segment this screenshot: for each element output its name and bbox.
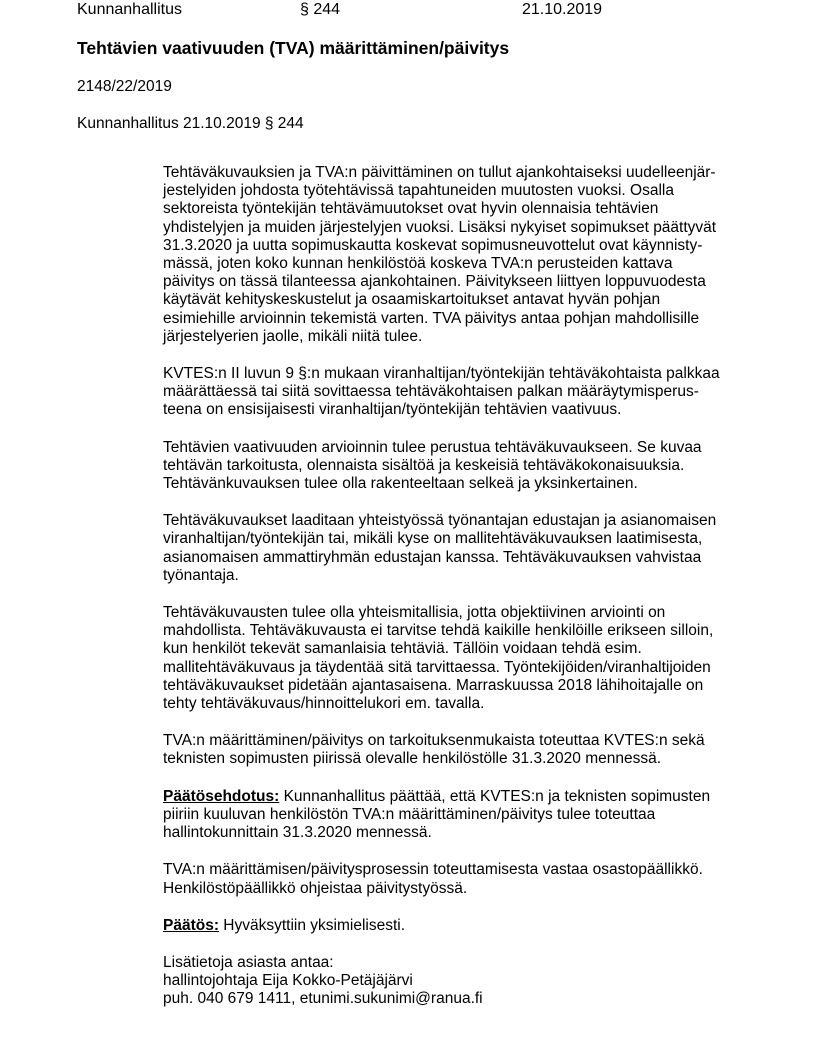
decision-text: Hyväksyttiin yksimielisesti.	[219, 916, 406, 934]
paragraph-line: käytävät kehityskeskustelut ja osaamiskartoitukset antavat hyvän pohjan	[163, 291, 661, 309]
paragraph-line: TVA:n määrittäminen/päivitys on tarkoituksenmukaista toteuttaa KVTES:n sekä	[163, 732, 705, 750]
paragraph-line: järjestelyerien jaolle, mikäli niitä tulee.	[163, 327, 423, 345]
proposal-line: piiriin kuuluvan henkilöstön TVA:n määrittäminen/päivitys tulee toteuttaa	[163, 805, 656, 823]
responsibility-paragraph	[163, 861, 748, 897]
paragraph-line: yhdistelyjen ja muiden järjestelyjen vuoksi. Lisäksi nykyiset sopimukset päättyvät	[163, 218, 717, 236]
contact-line: hallintojohtaja Eija Kokko-Petäjäjärvi	[163, 972, 413, 990]
decision-label: Päätös:	[163, 916, 219, 934]
contact-line: puh. 040 679 1411, etunimi.sukunimi@ranua.fi	[163, 990, 483, 1008]
header-section: § 244	[300, 1, 341, 18]
paragraph-line: sektoreista työntekijän tehtävämuutokset ovat hyvin olennaisia tehtävien	[163, 200, 659, 218]
document-title: Tehtävien vaativuuden (TVA) määrittäminen/päivitys	[77, 38, 510, 58]
body-paragraph	[163, 164, 748, 346]
paragraph-line: mallitehtäväkuvaus ja täydentää sitä tarvittaessa. Työntekijöiden/viranhaltijoiden	[163, 658, 711, 676]
paragraph-line: teknisten sopimusten piirissä olevalle henkilöstölle 31.3.2020 mennessä.	[163, 750, 662, 768]
paragraph-line: mässä, joten koko kunnan henkilöstöä koskeva TVA:n perusteiden kattava	[163, 255, 673, 273]
paragraph-line: asianomaisen ammattiryhmän edustajan kanssa. Tehtäväkuvauksen vahvistaa	[163, 548, 702, 566]
paragraph-line: Tehtäväkuvaukset laaditaan yhteistyössä työnantajan edustajan ja asianomaisen	[163, 512, 717, 530]
body-paragraph	[163, 732, 748, 768]
responsibility-line: Henkilöstöpäällikkö ohjeistaa päivitystyössä.	[163, 879, 468, 897]
paragraph-line: Tehtävänkuvauksen tulee olla rakenteeltaan selkeä ja yksinkertainen.	[163, 475, 638, 493]
header-body: Kunnanhallitus	[77, 1, 182, 18]
paragraph-line: Tehtävien vaativuuden arvioinnin tulee perustua tehtäväkuvaukseen. Se kuvaa	[163, 438, 702, 456]
responsibility-line: TVA:n määrittämisen/päivitysprosessin toteuttamisesta vastaa osastopäällikkö.	[163, 861, 703, 879]
body-paragraph	[163, 439, 748, 494]
paragraph-line: viranhaltijan/työntekijän tai, mikäli kyse on mallitehtäväkuvauksen laatimisesta,	[163, 530, 703, 548]
case-number: 2148/22/2019	[77, 78, 172, 95]
paragraph-line: KVTES:n II luvun 9 §:n mukaan viranhaltijan/työntekijän tehtäväkohtaista palkkaa	[163, 365, 720, 383]
paragraph-line: teena on ensisijaisesti viranhaltijan/työntekijän tehtävien vaativuus.	[163, 401, 622, 419]
proposal-paragraph	[163, 788, 748, 843]
paragraph-line: tehty tehtäväkuvaus/hinnoittelukori em. tavalla.	[163, 695, 485, 713]
paragraph-line: kun henkilöt tekevät samanlaisia tehtäviä. Tällöin voidaan tehdä esim.	[163, 640, 642, 658]
paragraph-line: päivitys on tässä tilanteessa ajankohtainen. Päivitykseen liittyen loppuvuodesta	[163, 273, 706, 291]
paragraph-line: esimiehille arvioinnin tekemistä varten. TVA päivitys antaa pohjan mahdollisille	[163, 309, 700, 327]
paragraph-line: määrättäessä tai siitä sovittaessa tehtäväkohtaisen palkan määräytymisperus-	[163, 383, 699, 401]
proposal-label: Päätösehdotus:	[163, 787, 280, 805]
paragraph-line: työnantaja.	[163, 566, 239, 584]
contact-line: Lisätietoja asiasta antaa:	[163, 953, 334, 971]
document-body	[163, 164, 748, 1028]
paragraph-line: tehtäväkuvaukset pidetään ajantasaisena. Marraskuussa 2018 lähihoitajalle on	[163, 676, 704, 694]
proposal-line: hallintokunnittain 31.3.2020 mennessä.	[163, 824, 432, 842]
paragraph-line: tehtävän tarkoitusta, olennaista sisältöä ja keskeisiä tehtäväkokonaisuuksia.	[163, 456, 685, 474]
body-paragraph	[163, 512, 748, 585]
meeting-reference: Kunnanhallitus 21.10.2019 § 244	[77, 115, 304, 132]
paragraph-line: 31.3.2020 ja uutta sopimuskautta koskevat sopimusneuvottelut ovat käynnisty-	[163, 236, 703, 254]
body-paragraph	[163, 604, 748, 713]
header-date: 21.10.2019	[522, 1, 603, 18]
proposal-first-line: Kunnanhallitus päättää, että KVTES:n ja teknisten sopimusten	[279, 787, 711, 805]
paragraph-line: mahdollista. Tehtäväkuvausta ei tarvitse tehdä kaikille henkilöille erikseen silloin,	[163, 622, 714, 640]
paragraph-line: Tehtäväkuvauksien ja TVA:n päivittäminen on tullut ajankohtaiseksi uudelleenjär-	[163, 164, 716, 181]
contact-paragraph	[163, 954, 748, 1009]
decision-paragraph	[163, 917, 748, 935]
body-paragraph	[163, 365, 748, 420]
paragraph-line: Tehtäväkuvausten tulee olla yhteismitallisia, jotta objektiivinen arviointi on	[163, 604, 666, 622]
paragraph-line: jestelyiden johdosta työtehtävissä tapahtuneiden muutosten vuoksi. Osalla	[163, 182, 674, 200]
